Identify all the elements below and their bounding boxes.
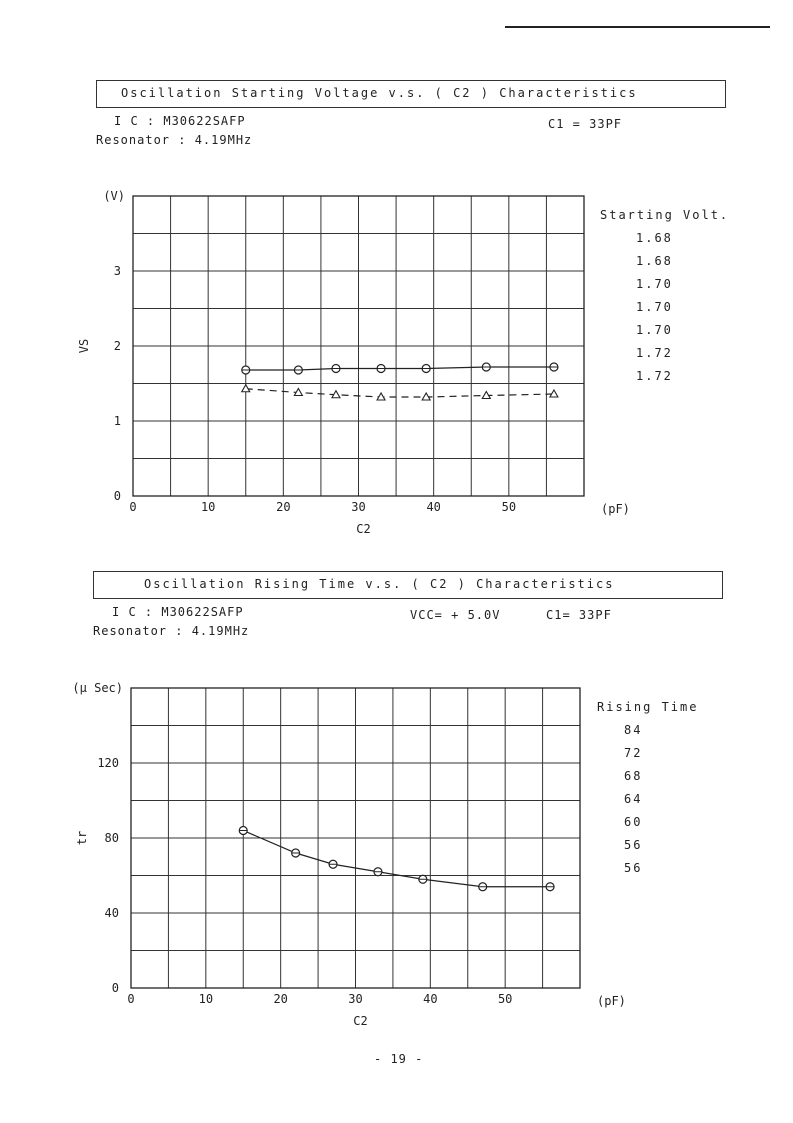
legend-value: 68 <box>624 769 643 783</box>
chart2-vcc: VCC= + 5.0V <box>410 608 501 622</box>
x-tick-label: 50 <box>497 992 513 1006</box>
chart2-legend-header: Rising Time <box>597 700 699 714</box>
chart1-plot <box>0 0 793 560</box>
chart2-c1: C1= 33PF <box>546 608 612 622</box>
legend-value: 56 <box>624 861 643 875</box>
series-line <box>243 831 550 887</box>
y-tick-label: 40 <box>104 906 119 920</box>
x-tick-label: 30 <box>348 992 363 1006</box>
x-tick-label: 0 <box>129 500 137 514</box>
legend-value: 1.68 <box>636 231 673 245</box>
y-tick-label: 2 <box>113 339 121 353</box>
page-number: - 19 - <box>374 1052 424 1066</box>
y-tick-label: 3 <box>113 264 121 278</box>
chart2-title: Oscillation Rising Time v.s. ( C2 ) Characteristics <box>144 577 615 591</box>
legend-value: 72 <box>624 746 643 760</box>
x-axis-unit: (pF) <box>601 502 630 516</box>
y-tick-label: 80 <box>104 831 119 845</box>
chart1-resonator: Resonator : 4.19MHz <box>96 133 253 147</box>
data-point-circle <box>374 868 382 876</box>
x-tick-label: 20 <box>273 992 288 1006</box>
x-tick-label: 30 <box>351 500 366 514</box>
data-point-circle <box>550 363 558 371</box>
x-tick-label: 40 <box>423 992 438 1006</box>
legend-value: 1.68 <box>636 254 673 268</box>
chart1-c1: C1 = 33PF <box>548 117 623 131</box>
data-point-circle <box>294 366 302 374</box>
data-point-circle <box>479 883 487 891</box>
y-axis-unit: (μ Sec) <box>72 681 123 695</box>
data-point-circle <box>292 849 300 857</box>
chart1-title: Oscillation Starting Voltage v.s. ( C2 ) Characteristics <box>121 86 638 100</box>
legend-value: 1.72 <box>636 369 673 383</box>
data-point-circle <box>422 365 430 373</box>
series-line <box>246 367 554 370</box>
x-tick-label: 40 <box>426 500 441 514</box>
chart2-ic: I C : M30622SAFP <box>112 605 244 619</box>
legend-value: 56 <box>624 838 643 852</box>
data-point-circle <box>377 365 385 373</box>
legend-value: 1.70 <box>636 277 673 291</box>
data-point-circle <box>329 860 337 868</box>
data-point-circle <box>546 883 554 891</box>
y-axis-unit: (V) <box>103 189 125 203</box>
chart1-ic: I C : M30622SAFP <box>114 114 246 128</box>
legend-value: 1.72 <box>636 346 673 360</box>
x-tick-label: 20 <box>276 500 291 514</box>
legend-value: 64 <box>624 792 643 806</box>
y-tick-label: 0 <box>111 981 119 995</box>
chart2-resonator: Resonator : 4.19MHz <box>93 624 250 638</box>
legend-value: 1.70 <box>636 323 673 337</box>
data-point-triangle <box>242 385 250 392</box>
x-axis-label: C2 <box>353 1014 368 1028</box>
chart2-plot <box>0 560 793 1040</box>
data-point-circle <box>482 363 490 371</box>
y-axis-label: tr <box>75 830 89 846</box>
data-point-circle <box>419 875 427 883</box>
legend-value: 84 <box>624 723 643 737</box>
legend-value: 60 <box>624 815 643 829</box>
y-tick-label: 1 <box>113 414 121 428</box>
chart1-legend-header: Starting Volt. <box>600 208 730 222</box>
x-tick-label: 10 <box>198 992 214 1006</box>
x-axis-unit: (pF) <box>597 994 626 1008</box>
legend-value: 1.70 <box>636 300 673 314</box>
data-point-circle <box>332 365 340 373</box>
y-tick-label: 120 <box>97 756 119 770</box>
x-tick-label: 50 <box>501 500 517 514</box>
series-line <box>246 389 554 397</box>
x-tick-label: 0 <box>127 992 135 1006</box>
y-tick-label: 0 <box>113 489 121 503</box>
x-tick-label: 10 <box>200 500 216 514</box>
data-point-circle <box>242 366 250 374</box>
y-axis-label: VS <box>77 338 91 354</box>
data-point-circle <box>239 827 247 835</box>
x-axis-label: C2 <box>356 522 371 536</box>
